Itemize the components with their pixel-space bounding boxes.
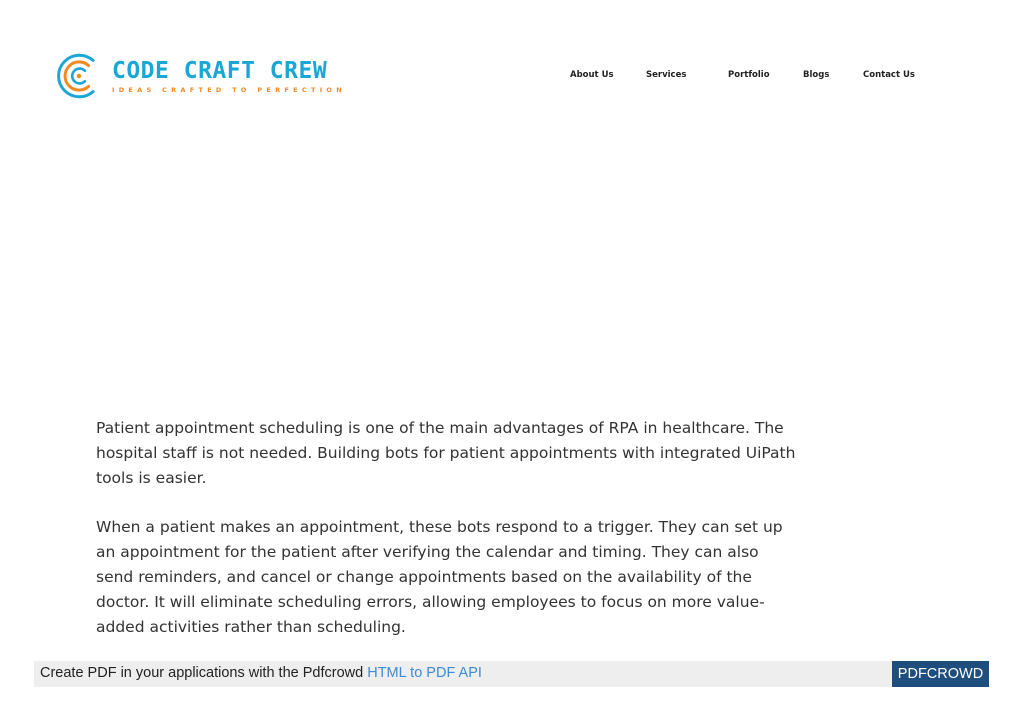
pdfcrowd-message-text: Create PDF in your applications with the Pdfcrowd (40, 665, 368, 681)
nav-services[interactable]: Services (646, 70, 687, 80)
nav-contact-us[interactable]: Contact Us (863, 70, 915, 80)
article-paragraph: When a patient makes an appointment, these bots respond to a trigger. They can set up an appointment for the patient after verifying the calendar and timing. They can also send reminders, and cancel or change appointments based on the availability of the doctor. It will eliminate scheduling errors, allowing employees to focus on more value-added activities rather than scheduling. (96, 518, 783, 636)
logo-tagline: IDEAS CRAFTED TO PERFECTION (111, 86, 346, 94)
nav-portfolio[interactable]: Portfolio (728, 70, 770, 80)
pdfcrowd-banner (34, 661, 989, 687)
main-nav (0, 70, 1023, 82)
nav-about-us[interactable]: About Us (570, 70, 614, 80)
nav-blogs[interactable]: Blogs (803, 70, 830, 80)
article-paragraph: Patient appointment scheduling is one of the main advantages of RPA in healthcare. The hospital staff is not needed. Building bots for patient appointments with integrated UiPath tools is easier. (96, 419, 796, 487)
pdfcrowd-api-link[interactable]: HTML to PDF API (367, 665, 482, 681)
article-body (96, 416, 796, 640)
logo-name: CODE CRAFT CREW (111, 58, 328, 84)
pdfcrowd-message (40, 665, 482, 681)
pdfcrowd-badge[interactable]: PDFCROWD (892, 661, 989, 687)
